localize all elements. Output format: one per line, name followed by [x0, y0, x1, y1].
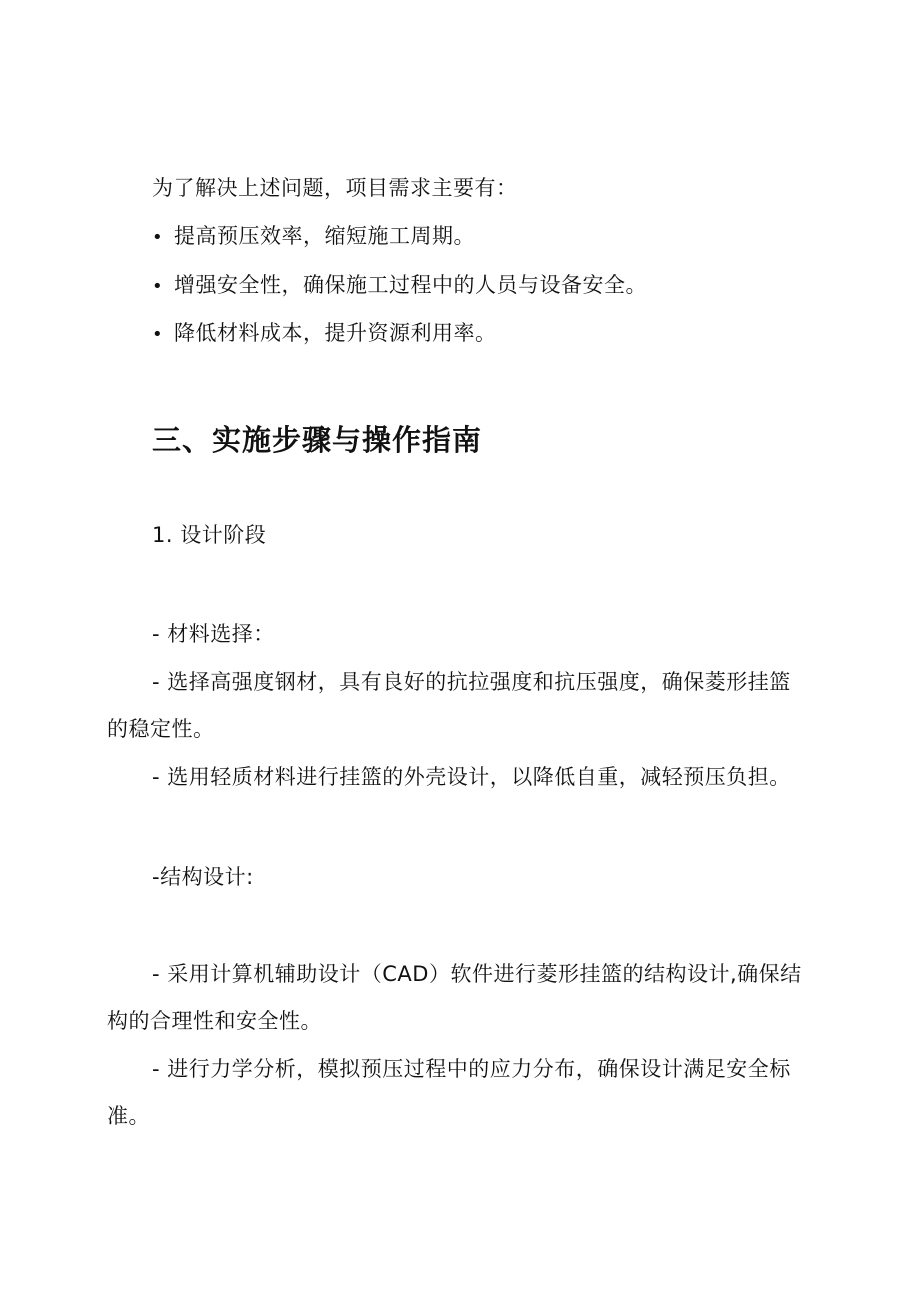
structure-label: -结构设计:: [152, 865, 254, 889]
structure-mech-line-1: - 进行力学分析，模拟预压过程中的应力分布，确保设计满足安全标: [152, 1057, 791, 1081]
bullet-icon: •: [152, 324, 164, 345]
requirements-intro: 为了解决上述问题，项目需求主要有：: [152, 176, 518, 200]
materials-steel-line-1: - 选择高强度钢材，具有良好的抗拉强度和抗压强度，确保菱形挂篮: [152, 670, 791, 694]
materials-light-line: - 选用轻质材料进行挂篮的外壳设计，以降低自重，减轻预压负担。: [152, 765, 791, 789]
structure-mech-line-2: 准。: [107, 1104, 150, 1128]
requirement-item-cost: [152, 318, 497, 350]
structure-cad-line-2: 构的合理性和安全性。: [107, 1009, 322, 1033]
materials-steel-line-2: 的稳定性。: [107, 717, 215, 741]
requirement-item-safety: [152, 270, 647, 302]
requirement-text: 提高预压效率，缩短施工周期。: [174, 224, 475, 248]
requirement-text: 增强安全性，确保施工过程中的人员与设备安全。: [174, 273, 647, 297]
materials-label: - 材料选择：: [152, 622, 275, 646]
section-heading: 三、实施步骤与操作指南: [152, 423, 483, 457]
bullet-icon: •: [152, 227, 164, 248]
requirement-item-efficiency: [152, 221, 475, 253]
bullet-icon: •: [152, 276, 164, 297]
section-subheading: 1. 设计阶段: [152, 523, 267, 547]
requirement-text: 降低材料成本，提升资源利用率。: [174, 321, 497, 345]
structure-cad-line-1: - 采用计算机辅助设计（CAD）软件进行菱形挂篮的结构设计,确保结: [152, 962, 802, 986]
